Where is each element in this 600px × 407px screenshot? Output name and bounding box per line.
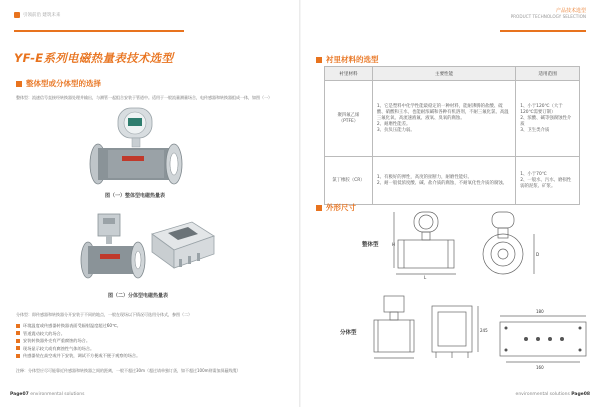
page-number: Page08 [571,392,590,397]
split-converter-image [146,216,218,276]
right-page [300,0,600,407]
split-notes-list [16,322,292,360]
svg-text:L: L [424,275,427,280]
bullet-icon [16,354,20,358]
label-split-type: 分体型 [340,330,357,336]
cell-material: 聚四氟乙烯（PTFE） [325,81,373,157]
col-header-range: 适用范围 [516,67,580,81]
cell-material: 氯丁橡胶（CR） [325,157,373,205]
footer-left: Page07 environmental solutions [10,392,85,397]
integral-dimension-drawing [394,208,584,280]
col-header-material: 衬里材料 [325,67,373,81]
section-square-icon [316,57,322,63]
caption-figure-2: 图（二）分体型电磁热量表 [108,293,169,299]
section-heading-integral: 整体型或分体型的选择 [16,78,101,89]
running-head-left: 引领前沿 建筑未来 [14,12,60,18]
table-row [325,157,580,205]
dimension-245: 245 [480,328,488,333]
split-sensor-image [78,212,148,282]
page-title: YF-E系列电磁热量表技术选型 [14,51,174,65]
list-item: 传感器装在高空或井下安装，调试不方便或不便于观察的场合。 [16,352,292,360]
header-rule [500,30,586,32]
brand-mark-icon [14,12,20,18]
table-row [325,81,580,157]
cell-range: 1、小于70℃ 2、一般水、污水、磨损性弱的泥浆、矿浆。 [516,157,580,205]
list-item: 现场显示较大或有腐蚀性气体的场合。 [16,345,292,353]
cell-performance: 1、有极好的弹性，高度的扯断力，耐磨性能好。 2、耐一般低浓度酸、碱、盐介质的腐蚀，不耐氧化性介质的腐蚀。 [372,157,515,205]
list-item: 管道震动较大的场合。 [16,330,292,338]
list-item: 安装转换器外壳有严重腐蚀的场合。 [16,337,292,345]
bullet-icon [16,346,20,350]
intro-text: 整体型：流速信号直接经转换器处理并输出，与测管一起组合安装于管道中。适用于一般流量测量场合，电传感器和转换器组成一体，如图（一） [16,95,272,100]
svg-text:H: H [392,242,396,247]
footer-right: environmental solutions Page08 [515,392,590,397]
running-head-right: 产品技术选型 PRODUCT TECHNOLOGY SELECTION [510,8,586,19]
dimension-180: 180 [536,309,544,314]
bullet-icon [16,331,20,335]
section-heading-dimensions: 外形尺寸 [316,202,356,213]
table-header-row [325,67,580,81]
split-dimension-drawing [370,292,592,376]
page-number: Page07 [10,392,29,397]
cell-range: 1、小于120℃（大于120℃需要订制） 2、浓酸、碱等强腐蚀性介质 3、卫生类介质 [516,81,580,157]
footnote: 注释：分体型应尽可能靠近传感器和转换器之间的距离，一般不超过30m（超过请单独订货，如不超过100m则需加屏蔽线缆） [16,368,241,373]
label-integral-type: 整体型 [362,242,379,248]
dimension-160: 160 [536,365,544,370]
section-heading-lining: 衬里材料的选型 [316,54,379,65]
caption-figure-1: 图（一）整体型电磁热量表 [105,193,166,199]
list-item: 环境温度或传感器转换器表面受辐射温度超过60℃。 [16,322,292,330]
bullet-icon [16,339,20,343]
header-rule [14,30,184,32]
cell-performance: 1、它是塑料中化学性能最稳定的一种材料，能耐沸腾的盐酸、硫酸、硝酸和王水，也能耐浓碱和各种有机溶剂，不耐三氟化氯、高温三氟化氧、高流速液氟、液氧、臭氧的腐蚀。 2、耐磨性能差。 3、抗负压能力弱。 [372,81,515,157]
col-header-performance: 主要性能 [372,67,515,81]
lining-material-table [324,66,580,205]
svg-text:D: D [536,252,540,257]
section-square-icon [316,205,322,211]
split-notes-title: 分体型：即传感器和转换器分开安装于不同的地点，一般在现场以下情况可选用分体式，参图（二） [16,312,192,317]
integral-meter-image [78,106,188,186]
bullet-icon [16,324,20,328]
section-square-icon [16,81,22,87]
